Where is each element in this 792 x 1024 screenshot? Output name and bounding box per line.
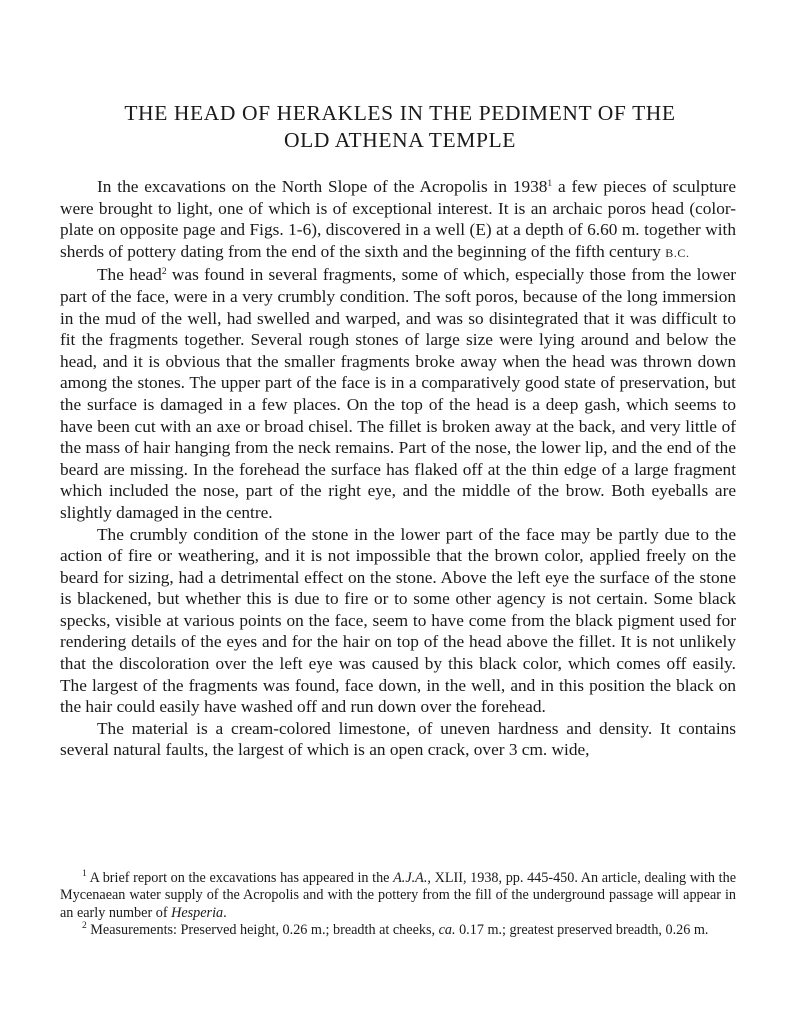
article-body [60,176,736,761]
footnote-2-text-b: 0.17 m.; greatest preserved breadth, 0.26 m. [455,922,709,939]
footnote-1-number: 1 [82,869,87,879]
footnotes [60,870,736,940]
footnote-2 [60,922,736,939]
footnote-1-journal-2: Hesperia [171,904,224,921]
footnote-2-circa: ca. [438,922,456,939]
paragraph-1-text-a: In the excavations on the North Slope of the Acropolis in 1938 [97,177,548,196]
footnote-1-journal: A.J.A. [393,870,428,886]
era-abbreviation: B.C. [665,245,690,260]
paragraph-2-text-a: The head [97,265,162,285]
footnote-1-text-a: A brief report on the excavations has appeared in the [86,870,394,886]
paragraph-2 [60,264,736,523]
paragraph-3: The crumbly condition of the stone in the lower part of the face may be partly due to the action of fire or weathering, and it is not impossible that the brown color, applied freely on the beard for sizing, had a detrimental effect on the stone. Above the left eye the surface of the stone is blackened, but whether this is due to fire or to some other agency is not certain. Some black specks, visible at various points on the face, seem to have come from the black pigment used for rendering details of the eyes and for the hair on top of the head above the fillet. It is not unlikely that the discoloration over the left eye was caused by this black color, which comes off easily. The largest of the fragments was found, face down, in the well, and in this position the black on the hair could easily have washed off and run down over the forehead. [60,524,736,717]
paragraph-4: The material is a cream-colored limestone, of uneven hardness and density. It contains several natural faults, the largest of which is an open crack, over 3 cm. wide, [60,718,736,760]
footnote-1 [60,870,736,922]
footnote-ref-2: 2 [161,267,167,278]
article-title-line-1: THE HEAD OF HERAKLES IN THE PEDIMENT OF THE [124,101,676,125]
paragraph-1 [60,176,736,264]
paragraph-1-text-b: a few pieces of sculpture were brought to light, one of which is of exceptional interest. It is an archaic poros head (color-plate on opposite page and Figs. 1-6), discovered in a well (E) at a depth of 6.60 m. together with sherds of pottery dating from the end of the sixth and the beginning of the fifth century [60,177,736,261]
footnote-2-text-a: Measurements: Preserved height, 0.26 m.; breadth at cheeks, [86,922,439,939]
article-title-line-2: OLD ATHENA TEMPLE [284,128,516,152]
footnote-1-text-c: . [223,904,227,921]
footnote-ref-1: 1 [547,179,553,189]
footnote-2-number: 2 [82,921,87,932]
paragraph-2-text-b: was found in several fragments, some of which, especially those from the lower part of the face, were in a very crumbly condition. The soft poros, because of the long immersion in the mud of the well, had swelled and warped, and was so disintegrated that it was difficult to fit the fragments together. Several rough stones of large size were lying around and below the head, and it is obvious that the smaller fragments broke away when the head was thrown down among the stones. The upper part of the face is in a comparatively good state of preservation, but the surface is damaged in a few places. On the top of the head is a deep gash, which seems to have been cut with an axe or broad chisel. The fillet is broken away at the back, and very little of the mass of hair hanging from the neck remains. Part of the nose, the lower lip, and the end of the beard are missing. In the forehead the surface has flaked off at the thin edge of a large fragment which included the nose, part of the right eye, and the middle of the brow. Both eyeballs are slightly damaged in the centre. [60,265,736,522]
footnote-1-text-b: , XLII, 1938, pp. 445-450. An article, dealing with the Mycenaean water supply of the Acropolis and with the pottery from the fill of the underground passage will appear in an early number of [60,870,736,921]
